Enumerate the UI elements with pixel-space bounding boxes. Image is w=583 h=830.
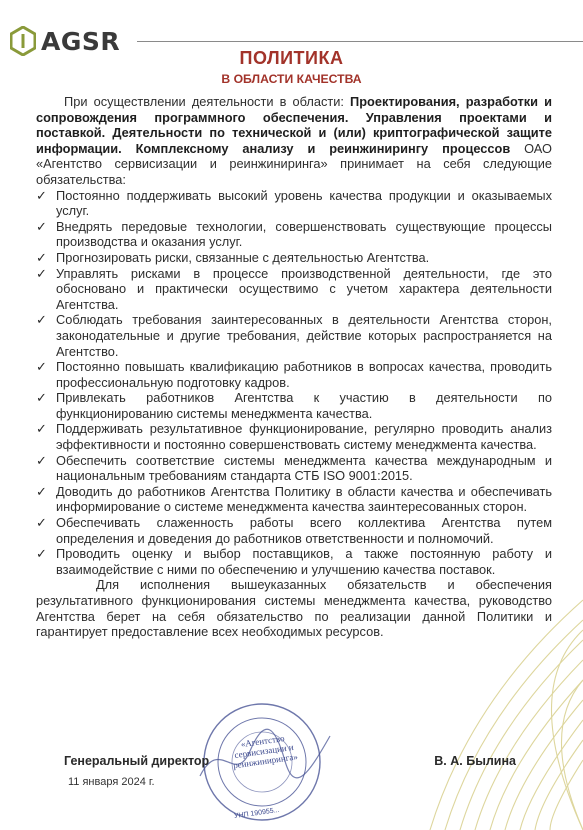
document-title: ПОЛИТИКА [239, 48, 344, 68]
closing-paragraph: Для исполнения вышеуказанных обязательств и обеспечения результативного функционирования системы менеджмента качества, руководство Агентства берет на себя обязательство по реализации данной Политики и гарантирует предоставление всех необходимых ресурсов. [36, 577, 552, 640]
check-icon: ✓ [36, 452, 47, 468]
signatory-name: В. А. Былина [434, 754, 516, 768]
stamp-number: УНП 190955... [233, 806, 280, 821]
document-subtitle: В ОБЛАСТИ КАЧЕСТВА [221, 72, 362, 86]
list-item: ✓ Проводить оценку и выбор поставщиков, а также постоянную работу и взаимодействие с ними по обеспечению и улучшению качества поставок. [36, 546, 552, 577]
list-item: ✓ Привлекать работников Агентства к участию в деятельности по функционированию системы менеджмента качества. [36, 390, 552, 421]
stamp-text: «Агентство сервисизации и реинжиниринга» [232, 733, 299, 771]
signatory-title: Генеральный директор [64, 754, 210, 768]
company-name: AGSR [41, 26, 121, 56]
check-icon: ✓ [36, 218, 47, 234]
list-item: ✓ Управлять рисками в процессе производственной деятельности, где это обосновано и практически осуществимо с учетом характера деятельности Агентства. [36, 265, 552, 312]
intro-lead: При осуществлении деятельности в области: [64, 94, 351, 109]
obligations-list [36, 188, 552, 578]
check-icon: ✓ [36, 483, 47, 499]
list-item: ✓ Постоянно повышать квалификацию работников в вопросах качества, проводить профессиональную подготовку кадров. [36, 359, 552, 390]
list-item: ✓ Обеспечивать слаженность работы всего коллектива Агентства путем определения и доведения до работников ответственности и полномочий. [36, 515, 552, 546]
check-icon: ✓ [36, 312, 47, 328]
check-icon: ✓ [36, 421, 47, 437]
list-item: ✓ Соблюдать требования заинтересованных в деятельности Агентства сторон, законодательные и другие требования, действие которых распространяется на Агентство. [36, 312, 552, 359]
check-icon: ✓ [36, 359, 47, 375]
intro-activities: Проектирования, разработки и сопровождения программного обеспечения. Управления проектами и поставкой. Деятельности по технической и (или) криптографической защите информации. Комплексному анализу и реинжинирингу процессов [36, 94, 553, 156]
signature-row [64, 754, 516, 774]
check-icon: ✓ [36, 249, 47, 265]
check-icon: ✓ [36, 390, 47, 406]
list-item: ✓ Обеспечить соответствие системы менеджмента качества международным и национальным требованиям стандарта СТБ ISO 9001:2015. [36, 452, 552, 484]
intro-paragraph [36, 94, 552, 188]
check-icon: ✓ [36, 515, 47, 531]
list-item: ✓ Прогнозировать риски, связанные с деятельностью Агентства. [36, 249, 430, 265]
document-body [36, 94, 552, 640]
list-item: ✓ Внедрять передовые технологии, совершенствовать существующие процессы производства и оказания услуг. [36, 218, 552, 250]
document-date: 11 января 2024 г. [68, 776, 155, 788]
list-item: ✓ Поддерживать результативное функционирование, регулярно проводить анализ эффективности и постоянно совершенствовать систему менеджмента качества. [36, 421, 552, 453]
list-item: ✓ Постоянно поддерживать высокий уровень качества продукции и оказываемых услуг. [36, 187, 552, 219]
header-divider [137, 41, 583, 42]
check-icon: ✓ [36, 265, 47, 281]
check-icon: ✓ [36, 546, 47, 562]
intro-tail: ОАО «Агентство сервисизации и реинжиниринга» принимает на себя следующие обязательства: [36, 140, 552, 187]
check-icon: ✓ [36, 187, 47, 203]
list-item: ✓ Доводить до работников Агентства Политику в области качества и обеспечивать информирование о системе менеджмента качества заинтересованных сторон. [36, 483, 552, 515]
